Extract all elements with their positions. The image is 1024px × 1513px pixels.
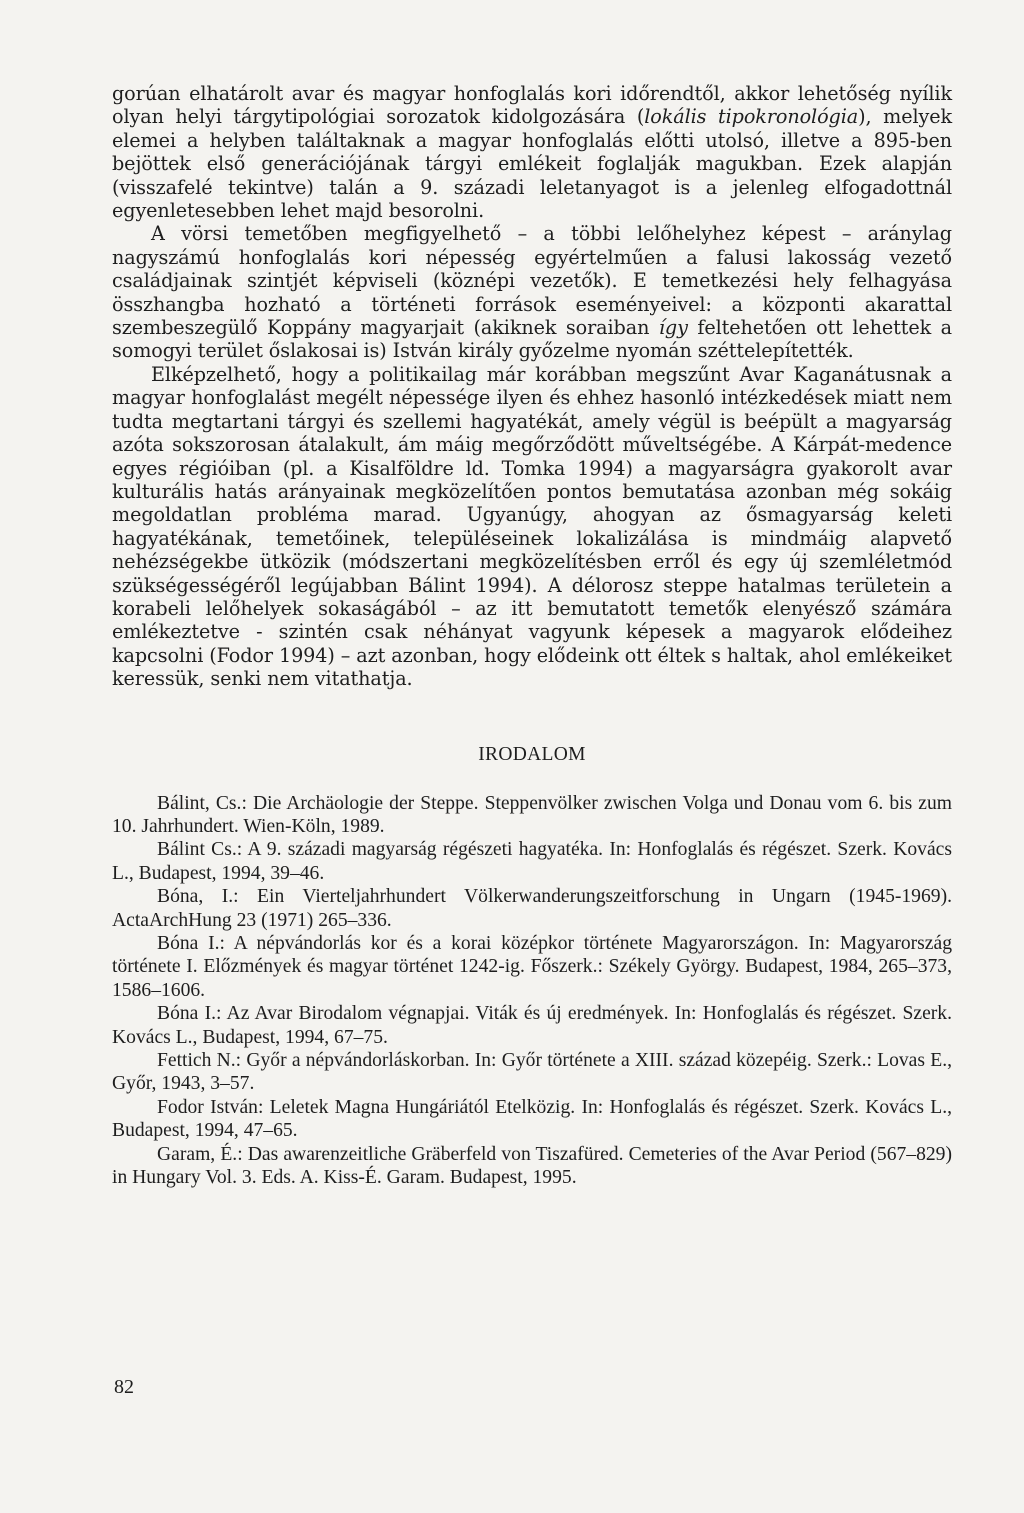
references-title: IRODALOM — [478, 743, 586, 765]
reference-item: Garam, É.: Das awarenzeitliche Gräberfeld von Tiszafüred. Cemeteries of the Avar Period (567–829) in Hungary Vol. 3. Eds. A. Kiss-É. Garam. Budapest, 1995. — [112, 1143, 952, 1189]
paragraph-1-end: ), melyek elemei a helyben találtaknak a magyar honfoglalás előtti utolsó, illetve a 895-ben bejöttek első generációjának tárgyi emlékeit foglalják magukban. Ezek alapján (visszafelé tekintve) talán a 9. századi leletanyagot is a jelenleg elfogadottnál egyenletesebben lehet majd besorolni. — [112, 105, 953, 223]
reference-item: Bóna I.: Az Avar Birodalom végnapjai. Viták és új eredmények. In: Honfoglalás és régészet. Szerk. Kovács L., Budapest, 1994, 67–75. — [112, 1003, 952, 1048]
paragraph-1-start: gorúan elhatárolt avar és magyar honfoglalás kori időrendtől, akkor lehetőség nyílik olyan helyi tárgytipológiai sorozatok kidolgozására ( — [112, 82, 952, 129]
paragraph-3: Elképzelhető, hogy a politikailag már korábban megszűnt Avar Kaganátusnak a magyar honfoglalást megélt népessége ilyen és ehhez hasonló intézkedések miatt nem tudta megtartani tárgyi és szellemi hagyatékát, amely végül is beépült a magyarság azóta sokszorosan átalakult, ám máig megőrződött műveltségébe. A Kárpát-medence egyes régióiban (pl. a Kisalföldre ld. Tomka 1994) a magyarságra gyakorolt avar kulturális hatás arányainak megközelítően pontos bemutatása azonban még sokáig megoldatlan probléma marad. Ugyanúgy, ahogyan az ősmagyarság keleti hagyatékának, temetőinek, településeinek lokalizálása is mindmáig alapvető nehézségekbe ütközik (módszertani megközelítésben erről és egy új szemléletmód szükségességéről legújabban Bálint 1994). A délorosz steppe hatalmas területein a korabeli lelőhelyek sokaságából – az itt bemutatott temetők elenyésző számára emlékeztetve - szintén csak néhányat vagyunk képesek a magyarok elődeihez kapcsolni (Fodor 1994) – azt azonban, hogy elődeink ott éltek s haltak, ahol emlékeiket keressük, senki nem vitathatja. — [112, 362, 952, 691]
reference-item: Bóna I.: A népvándorlás kor és a korai középkor története Magyarországon. In: Magyarország története I. Előzmények és magyar történet 1242-ig. Főszerk.: Székely György. Budapest, 1984, 265–373, 1586–1606. — [112, 933, 952, 1001]
paragraph-2 — [112, 222, 952, 362]
reference-item: Fettich N.: Győr a népvándorláskorban. In: Győr története a XIII. század közepéig. Szerk.: Lovas E., Győr, 1943, 3–57. — [112, 1050, 952, 1095]
page-content — [112, 82, 952, 1189]
italic-word: így — [658, 316, 688, 340]
body-text — [112, 82, 952, 691]
paragraph-2-end: feltehetően ott lehettek a somogyi terület őslakosai is) István király győzelme nyomán széttelepítették. — [112, 316, 952, 363]
reference-list — [112, 792, 952, 1190]
italic-term: lokális tipokronológia — [644, 105, 859, 129]
reference-item: Bóna, I.: Ein Vierteljahrhundert Völkerwanderungszeitforschung in Ungarn (1945-1969). ActaArchHung 23 (1971) 265–336. — [112, 886, 952, 931]
paragraph-2-start: A vörsi temetőben megfigyelhető – a többi lelőhelyhez képest – aránylag nagyszámú honfoglalás kori népesség egyértelműen a falusi lakosság vezető családjainak szintjét képviseli (köznépi vezetők). E temetkezési hely felhagyása összhangba hozható a történeti források eseményeivel: a központi akarattal szembeszegülő Koppány magyarjait (akiknek soraiban — [112, 222, 952, 340]
reference-item: Bálint Cs.: A 9. századi magyarság régészeti hagyatéka. In: Honfoglalás és régészet. Szerk. Kovács L., Budapest, 1994, 39–46. — [112, 839, 952, 884]
page-number: 82 — [114, 1376, 134, 1398]
paragraph-1 — [112, 82, 952, 222]
reference-item: Fodor István: Leletek Magna Hungáriától Etelközig. In: Honfoglalás és régészet. Szerk. Kovács L., Budapest, 1994, 47–65. — [112, 1096, 952, 1142]
reference-item: Bálint, Cs.: Die Archäologie der Steppe. Steppenvölker zwischen Volga und Donau vom 6. bis zum 10. Jahrhundert. Wien-Köln, 1989. — [112, 792, 952, 837]
